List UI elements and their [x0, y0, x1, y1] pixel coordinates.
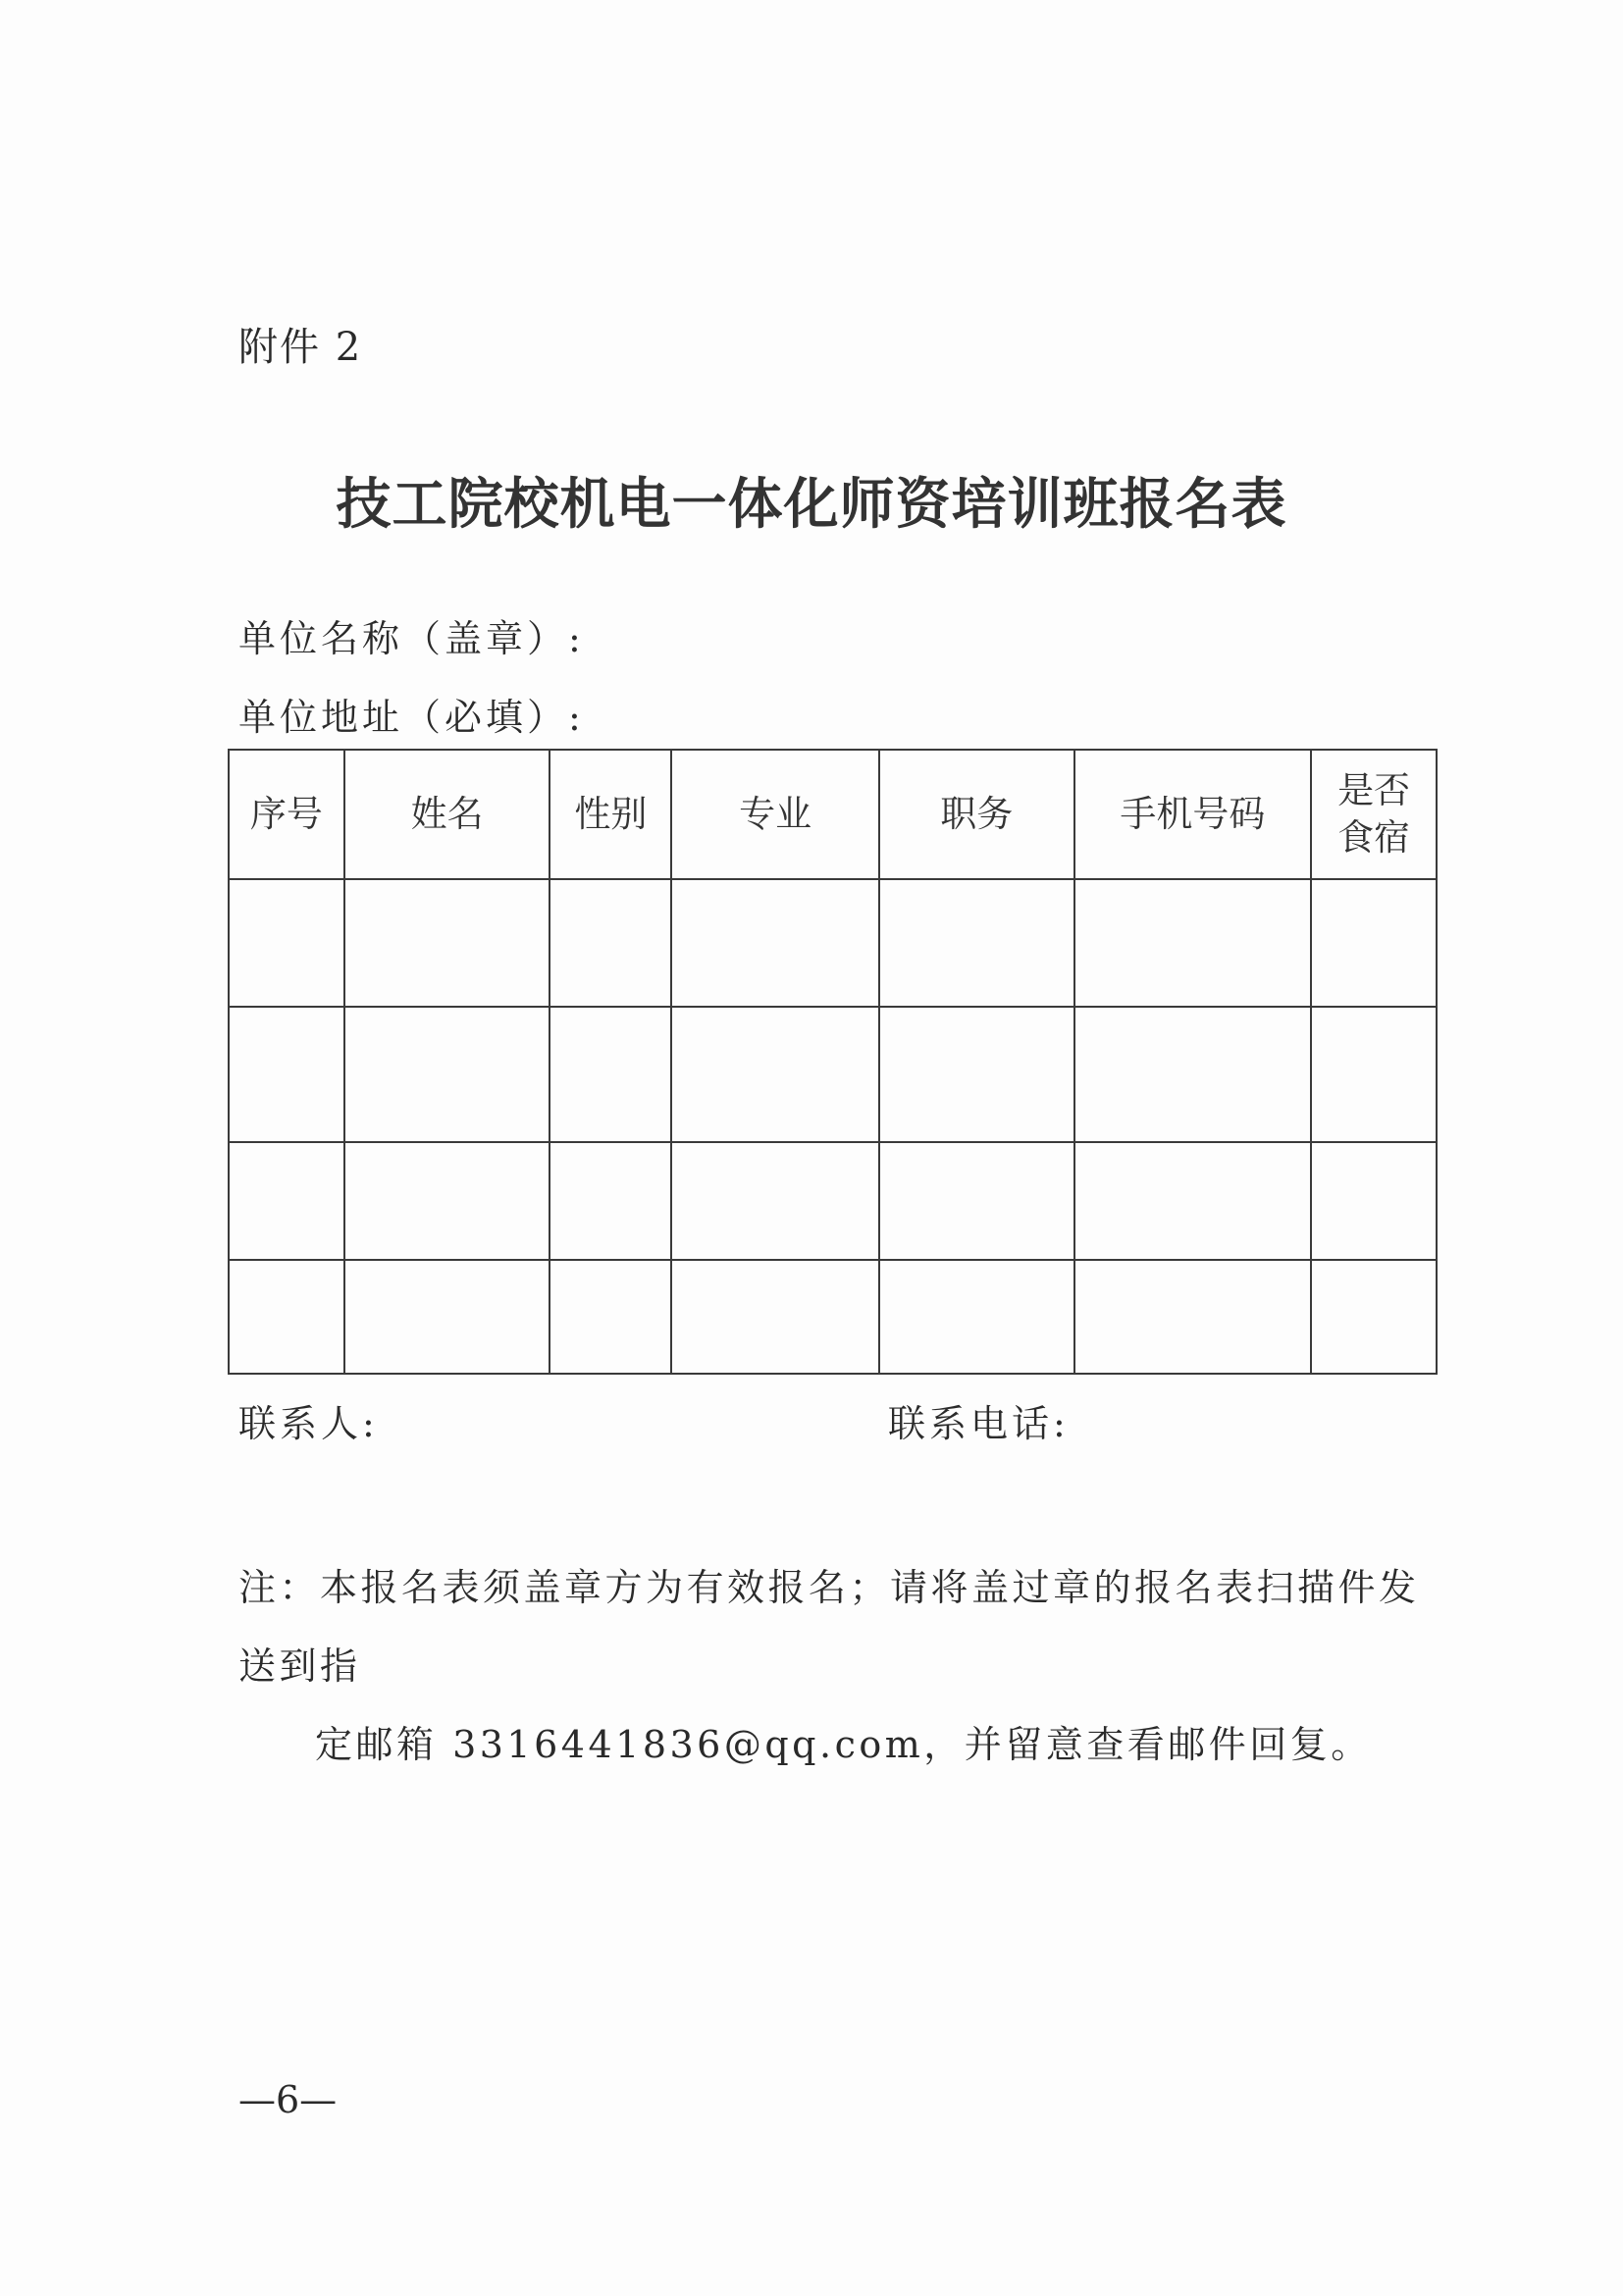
table-cell[interactable] [1074, 1260, 1312, 1374]
table-cell[interactable] [671, 1007, 879, 1142]
table-cell[interactable] [1311, 1260, 1437, 1374]
header-phone: 手机号码 [1074, 750, 1312, 879]
table-cell[interactable] [1311, 879, 1437, 1007]
page-number: —6— [238, 2078, 338, 2121]
table-cell[interactable] [1074, 879, 1312, 1007]
table-cell[interactable] [229, 879, 344, 1007]
header-major: 专业 [671, 750, 879, 879]
table-cell[interactable] [671, 1142, 879, 1260]
header-board [1311, 750, 1437, 879]
table-row [229, 1142, 1437, 1260]
note-paragraph [238, 1548, 1445, 1784]
table-row [229, 1260, 1437, 1374]
header-name: 姓名 [344, 750, 550, 879]
header-gender: 性别 [550, 750, 671, 879]
table-cell[interactable] [229, 1142, 344, 1260]
table-cell[interactable] [1311, 1007, 1437, 1142]
unit-address-field-label: 单位地址（必填）: [238, 696, 585, 739]
table-cell[interactable] [550, 1260, 671, 1374]
document-title: 技工院校机电一体化师资培训班报名表 [336, 472, 1287, 537]
table-cell[interactable] [344, 1260, 550, 1374]
table-cell[interactable] [229, 1007, 344, 1142]
table-cell[interactable] [344, 1007, 550, 1142]
table-cell[interactable] [879, 1142, 1074, 1260]
table-cell[interactable] [550, 879, 671, 1007]
attachment-label: 附件 2 [238, 325, 363, 370]
table-cell[interactable] [229, 1260, 344, 1374]
table-cell[interactable] [879, 1260, 1074, 1374]
unit-name-field-label: 单位名称（盖章）: [238, 617, 585, 660]
table-cell[interactable] [879, 879, 1074, 1007]
note-line-2: 定邮箱 3316441836@qq.com，并留意查看邮件回复。 [315, 1723, 1372, 1766]
header-board-line1: 是否 [1337, 769, 1411, 811]
header-no: 序号 [229, 750, 344, 879]
contact-phone-label: 联系电话: [888, 1402, 1070, 1445]
table-cell[interactable] [1311, 1142, 1437, 1260]
header-board-line2: 食宿 [1337, 816, 1411, 859]
table-row [229, 879, 1437, 1007]
table-cell[interactable] [344, 1142, 550, 1260]
table-cell[interactable] [550, 1007, 671, 1142]
registration-table [228, 749, 1438, 1375]
table-cell[interactable] [550, 1142, 671, 1260]
note-line-1: 注：本报名表须盖章方为有效报名；请将盖过章的报名表扫描件发送到指 [238, 1566, 1420, 1688]
table-header-row [229, 750, 1437, 879]
contact-person-label: 联系人: [238, 1402, 379, 1445]
table-cell[interactable] [1074, 1007, 1312, 1142]
header-position: 职务 [879, 750, 1074, 879]
table-row [229, 1007, 1437, 1142]
table-cell[interactable] [671, 879, 879, 1007]
table-cell[interactable] [879, 1007, 1074, 1142]
table-cell[interactable] [671, 1260, 879, 1374]
table-cell[interactable] [344, 879, 550, 1007]
table-cell[interactable] [1074, 1142, 1312, 1260]
